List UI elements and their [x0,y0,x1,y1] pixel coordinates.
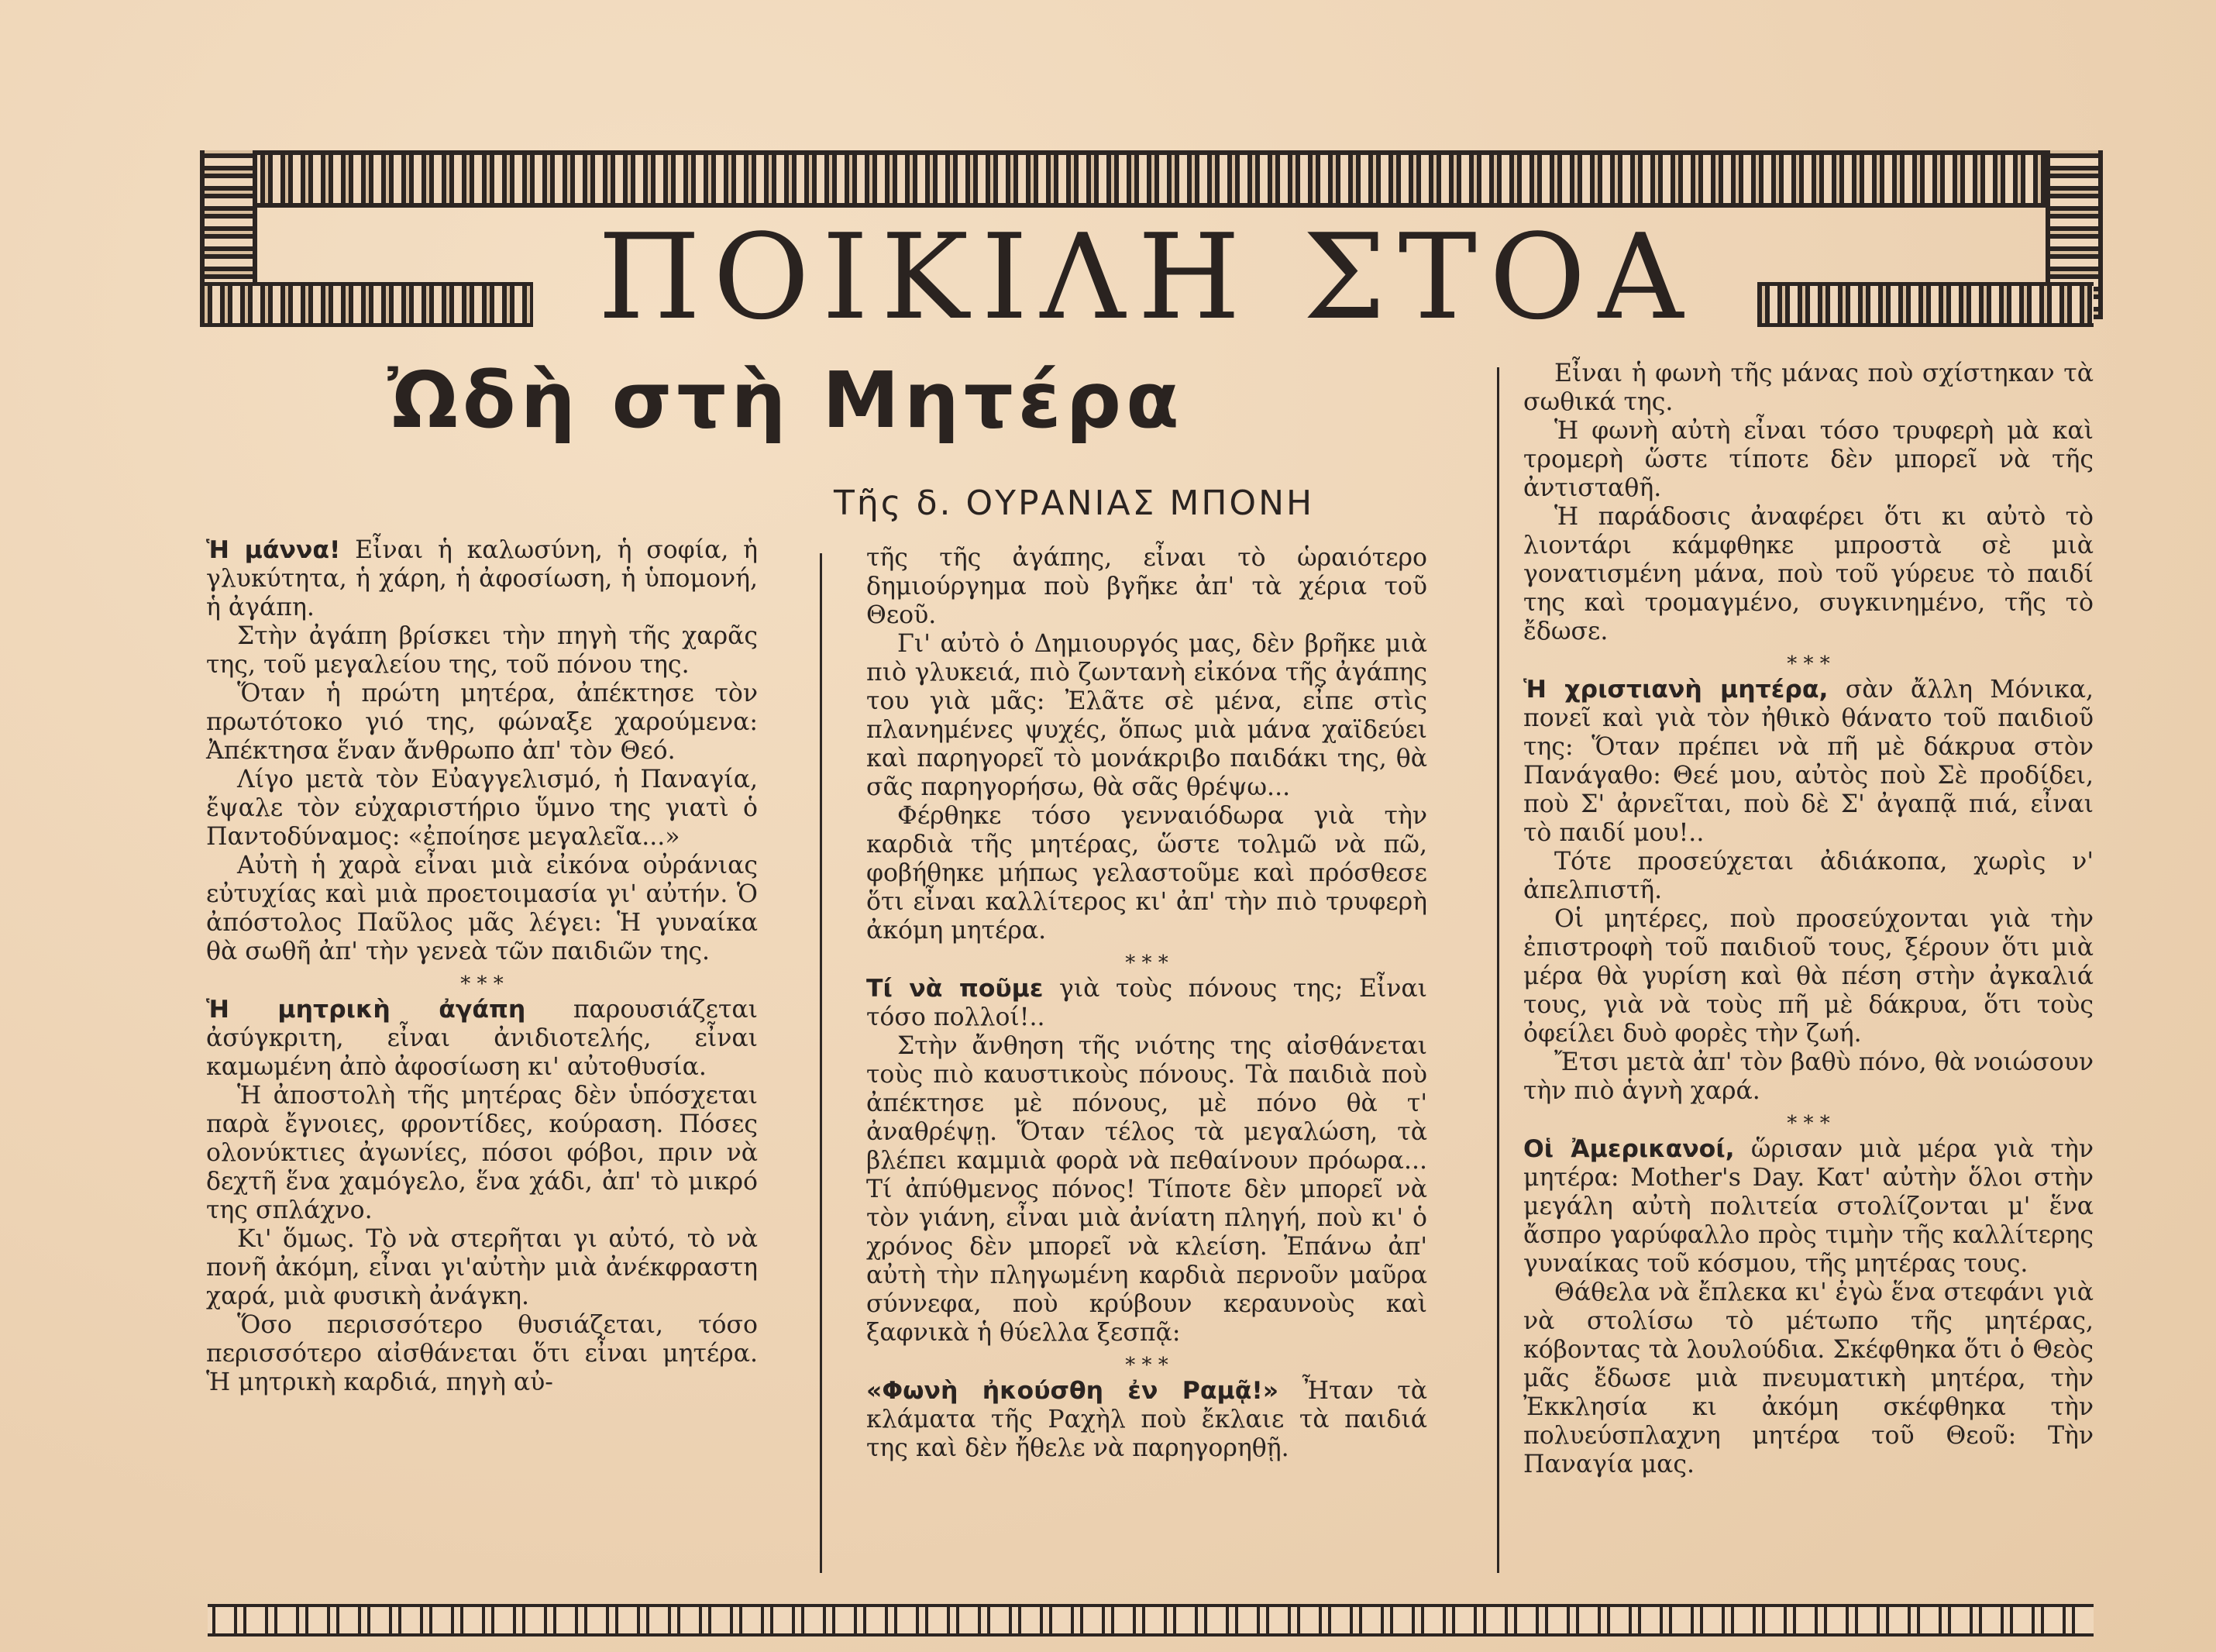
paragraph-text: σὰν ἄλλη Μόνικα, πονεῖ καὶ γιὰ τὸν ἠθικὸ θάνατο τοῦ παιδιοῦ της: Ὅταν πρέπει νὰ πῆ μὲ δάκρυα στὸν Πανάγαθο: Θεέ μου, αὐτὸς ποὺ Σὲ προδίδει, ποὺ Σ' ἀρνεῖται, ποὺ δὲ Σ' ἀγαπᾷ πιά, εἶναι τὸ παιδί μου!.. [1523,676,2094,847]
paragraph-text: Εἶναι ἡ καλωσύνη, ἡ σοφία, ἡ γλυκύτητα, ἡ χάρη, ἡ ἀφοσίωση, ἡ ὑπομονή, ἡ ἀγάπη. [206,536,758,621]
paragraph: Γι' αὐτὸ ὁ Δημιουργός μας, δὲν βρῆκε μιὰ πιὸ γλυκειά, πιὸ ζωντανὴ εἰκόνα τῆς ἀγάπης του γιὰ μᾶς: Ἐλᾶτε σὲ μένα, εἶπε στὶς πλανημένες ψυχές, ὅπως μιὰ μάνα χαϊδεύει καὶ παρηγορεῖ τὸ μονάκριβο παιδάκι της, θὰ σᾶς παρηγορήσω, θὰ σᾶς θρέψω... [866,630,1427,801]
paragraph: Στὴν ἀγάπη βρίσκει τὴν πηγὴ τῆς χαρᾶς της, τοῦ μεγαλείου της, τοῦ πόνου της. [206,622,758,679]
paragraph [1523,676,2094,848]
section-separator: * * * [460,972,504,996]
paragraph: Ἡ φωνὴ αὐτὴ εἶναι τόσο τρυφερὴ μὰ καὶ τρομερὴ ὥστε τίποτε δὲν μπορεῖ νὰ τῆς ἀντισταθῆ. [1523,417,2094,502]
paragraph [866,975,1427,1032]
paragraph: Φέρθηκε τόσο γενναιόδωρα γιὰ τὴν καρδιὰ τῆς μητέρας, ὥστε τολμῶ νὰ πῶ, φοβήθηκε μήπως γελαστοῦμε καὶ πρόσθεσε ὅτι εἶναι καλλίτερος κι' ἀπ' τὴν πιὸ τρυφερὴ ἀκόμη μητέρα. [866,802,1427,945]
paragraph-text: παρουσιάζεται ἀσύγκριτη, εἶναι ἀνιδιοτελής, εἶναι καμωμένη ἀπὸ ἀφοσίωση κι' αὐτοθυσία. [206,996,758,1081]
ornamental-border-top [200,150,2094,208]
ornamental-border-bottom-left [200,282,533,327]
column-divider [1497,367,1499,1573]
paragraph-text: γιὰ τοὺς πόνους της; Εἶναι τόσο πολλοί!.. [866,975,1427,1031]
paragraph [206,996,758,1082]
paragraph: Οἱ μητέρες, ποὺ προσεύχονται γιὰ τὴν ἐπιστροφὴ τοῦ παιδιοῦ τους, ξέρουν ὅτι μιὰ μέρα θὰ γυρίση καὶ θὰ πέση στὴν ἀγκαλιά τους, γιὰ νὰ τοὺς πῆ μὲ δάκρυα, ὅτι τοὺς ὀφείλει δυὸ φορὲς τὴν ζωή. [1523,905,2094,1048]
paragraph: Θάθελα νὰ ἔπλεκα κι' ἐγὼ ἕνα στεφάνι γιὰ νὰ στολίσω τὸ μέτωπο τῆς μητέρας, κόβοντας τὰ λουλούδια. Σκέφθηκα ὅτι ὁ Θεὸς μᾶς ἔδωσε μιὰ πνευματικὴ μητέρα, τὴν Ἐκκλησία κι ἀκόμη σκέφθηκα τὴν πολυεύσπλαχνη μητέρα τοῦ Θεοῦ: Τὴν Παναγία μας. [1523,1279,2094,1478]
paragraph: Αὐτὴ ἡ χαρὰ εἶναι μιὰ εἰκόνα οὐράνιας εὐτυχίας καὶ μιὰ προετοιμασία γι' αὐτήν. Ὁ ἀπόστολος Παῦλος μᾶς λέγει: Ἡ γυναίκα θὰ σωθῆ ἀπ' τὴν γενεὰ τῶν παιδιῶν της. [206,852,758,965]
paragraph: Εἶναι ἡ φωνὴ τῆς μάνας ποὺ σχίστηκαν τὰ σωθικά της. [1523,360,2094,416]
section-title: ΠΟΙΚΙΛΗ ΣΤΟΑ [597,208,1696,346]
paragraph: Ὅσο περισσότερο θυσιάζεται, τόσο περισσότερο αἰσθάνεται ὅτι εἶναι μητέρα. Ἡ μητρικὴ καρδιά, πηγὴ αὐ- [206,1311,758,1396]
paragraph: Ὅταν ἡ πρώτη μητέρα, ἀπέκτησε τὸν πρωτότοκο γιό της, φώναξε χαρούμενα: Ἀπέκτησα ἕναν ἄνθρωπο ἀπ' τὸν Θεό. [206,680,758,765]
paragraph: Κι' ὅμως. Τὸ νὰ στερῆται γι αὐτό, τὸ νὰ πονῆ ἀκόμη, εἶναι γι'αὐτὴν μιὰ ἀνέκφραστη χαρά, μιὰ φυσικὴ ἀνάγκη. [206,1225,758,1310]
paragraph: τῆς τῆς ἀγάπης, εἶναι τὸ ὡραιότερο δημιούργημα ποὺ βγῆκε ἀπ' τὰ χέρια τοῦ Θεοῦ. [866,544,1427,629]
text-column-1 [206,536,758,1397]
column-divider [820,553,822,1573]
ornamental-border-bottom-right [1757,282,2094,327]
paragraph [866,1377,1427,1463]
paragraph-lead-in: Ἡ μάννα! [206,536,341,564]
paragraph: Ἡ παράδοσις ἀναφέρει ὅτι κι αὐτὸ τὸ λιοντάρι κάμφθηκε μπροστὰ σὲ μιὰ γονατισμένη μάνα, ποὺ τοῦ γύρευε τὸ παιδί της καὶ τρομαγμένο, συγκινημένο, τῆς τὸ ἔδωσε. [1523,503,2094,645]
paragraph: Ἔτσι μετὰ ἀπ' τὸν βαθὺ πόνο, θὰ νοιώσουν τὴν πιὸ ἁγνὴ χαρά. [1523,1048,2094,1105]
article-byline: Τῆς δ. ΟΥΡΑΝΙΑΣ ΜΠΟΝΗ [834,484,1315,523]
paragraph [1523,1135,2094,1279]
section-separator: * * * [1125,952,1168,975]
paragraph-lead-in: Τί νὰ ποῦμε [866,975,1044,1003]
text-column-3 [1523,360,2094,1479]
paragraph-text: ὥρισαν μιὰ μέρα γιὰ τὴν μητέρα: Mother's Day. Κατ' αὐτὴν ὅλοι στὴν μεγάλη αὐτὴ πολιτεία στολίζονται μ' ἕνα ἄσπρο γαρύφαλλο πρὸς τιμὴν τῆς καλλίτερης γυναίκας τοῦ κόσμου, τῆς μητέρας τους. [1523,1135,2094,1278]
text-column-2 [866,544,1427,1463]
paragraph: Λίγο μετὰ τὸν Εὐαγγελισμό, ἡ Παναγία, ἔψαλε τὸν εὐχαριστήριο ὕμνο της γιατὶ ὁ Παντοδύναμος: «ἐποίησε μεγαλεῖα...» [206,766,758,851]
paragraph-text: Ἦταν τὰ κλάματα τῆς Ραχὴλ ποὺ ἔκλαιε τὰ παιδιά της καὶ δὲν ἤθελε νὰ παρηγορηθῇ. [866,1377,1427,1462]
article-title: Ὠδὴ στὴ Μητέρα [387,355,1184,446]
ornamental-border-bottom [208,1604,2094,1637]
paragraph: Στὴν ἄνθηση τῆς νιότης της αἰσθάνεται τοὺς πιὸ καυστικοὺς πόνους. Τὰ παιδιὰ ποὺ ἀπέκτησε μὲ πόνους, μὲ πόνο θὰ τ' ἀναθρέψῃ. Ὅταν τέλος τὰ μεγαλώση, τὰ βλέπει καμμιὰ φορὰ νὰ πεθαίνουν πρόωρα... Τί ἀπύθμενος πόνος! Τίποτε δὲν μπορεῖ νὰ τὸν γιάνη, εἶναι μιὰ ἀνίατη πληγή, ποὺ κι' ὁ χρόνος δὲν μπορεῖ νὰ κλείση. Ἐπάνω ἀπ' αὐτὴ τὴν πληγωμένη καρδιὰ περνοῦν μαῦρα σύννεφα, ποὺ κρύβουν κεραυνοὺς καὶ ξαφνικὰ ἡ θύελλα ξεσπᾷ: [866,1032,1427,1347]
paragraph: Τότε προσεύχεται ἀδιάκοπα, χωρὶς ν' ἀπελπιστῆ. [1523,848,2094,904]
paragraph-lead-in: Ἡ χριστιανὴ μητέρα, [1523,676,1829,704]
section-separator: * * * [1787,652,1830,676]
paragraph-lead-in: «Φωνὴ ἠκούσθη ἐν Ραμᾷ!» [866,1377,1279,1405]
paragraph [206,536,758,622]
paragraph-lead-in: Οἱ Ἀμερικανοί, [1523,1135,1735,1163]
paragraph: Ἡ ἀποστολὴ τῆς μητέρας δὲν ὑπόσχεται παρὰ ἔγνοιες, φροντίδες, κούραση. Πόσες ολονύκτιες ἀγωνίες, πόσοι φόβοι, πριν νὰ δεχτῆ ἕνα χαμόγελο, ἕνα χάδι, ἀπ' τὸ μικρό της σπλάχνο. [206,1082,758,1224]
section-separator: * * * [1787,1112,1830,1135]
paragraph-lead-in: Ἡ μητρικὴ ἀγάπη [206,996,526,1024]
section-separator: * * * [1125,1354,1168,1377]
